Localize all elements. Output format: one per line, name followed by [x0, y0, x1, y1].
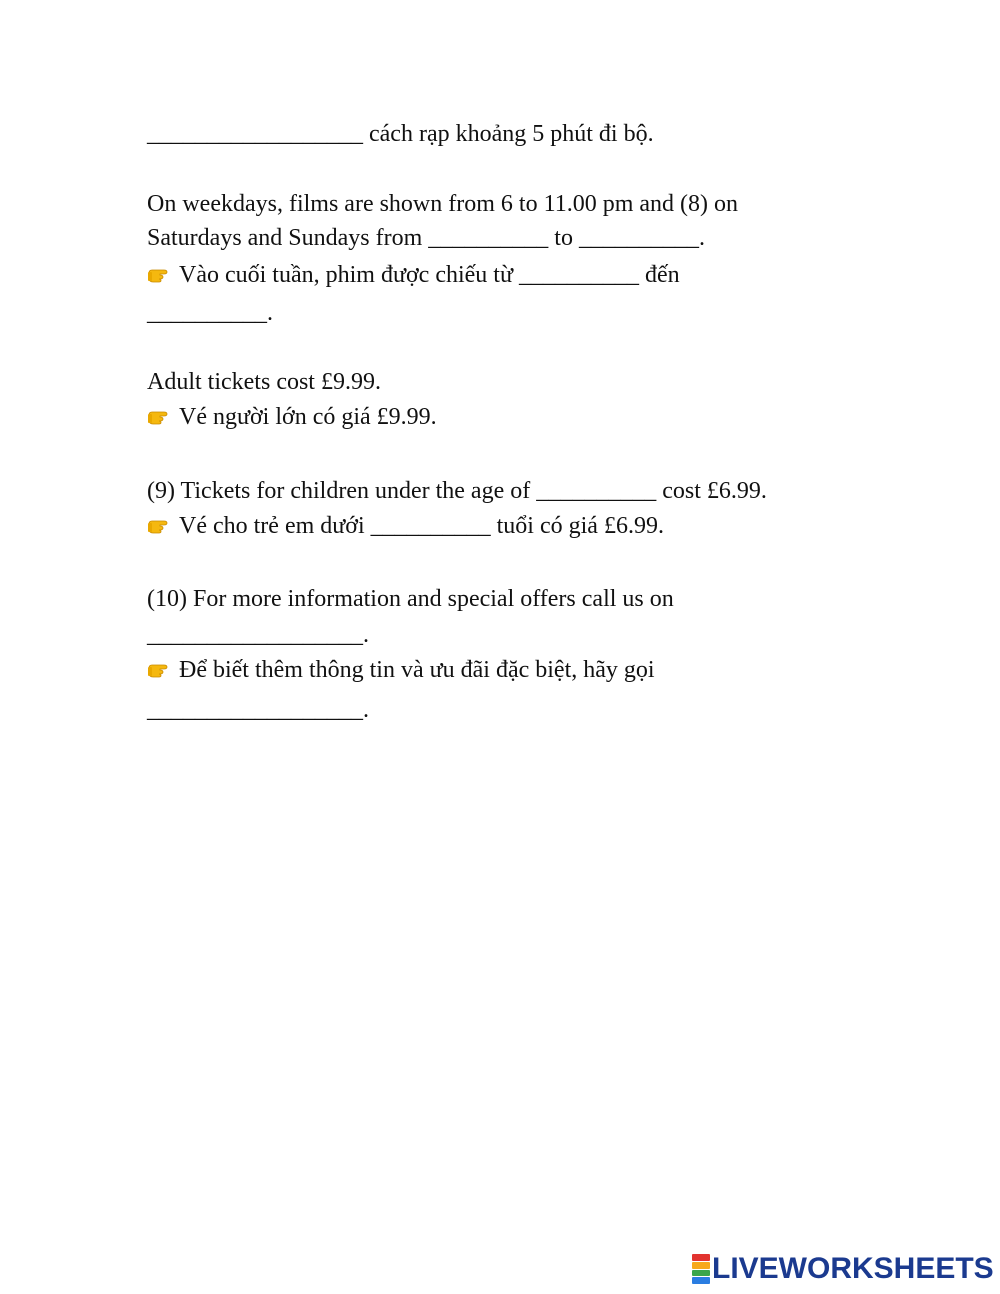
line-text: Adult tickets cost £9.99.	[147, 369, 381, 395]
line-text: (9) Tickets for children under the age of __________ cost £6.99.	[147, 478, 767, 504]
line-info-vi	[147, 655, 655, 685]
line-text: Vé cho trẻ em dưới __________ tuổi có giá £6.99.	[179, 513, 664, 539]
line-text: Để biết thêm thông tin và ưu đãi đặc biệt, hãy gọi	[179, 657, 655, 683]
pointing-hand-icon	[147, 264, 173, 284]
line-text: Vào cuối tuần, phim được chiếu từ __________ đến	[179, 262, 680, 288]
line-weekend-vi-cont	[147, 298, 273, 328]
line-children-vi	[147, 511, 664, 541]
pointing-hand-icon	[147, 406, 173, 426]
line-weekend-vi	[147, 260, 680, 290]
logo-badge-icon	[692, 1254, 710, 1284]
line-weekdays-en	[147, 189, 738, 219]
liveworksheets-logo	[692, 1252, 994, 1286]
line-text: __________.	[147, 300, 273, 326]
line-adult-vi	[147, 402, 437, 432]
line-weekend-en	[147, 223, 705, 253]
line-text: (10) For more information and special offers call us on	[147, 586, 674, 612]
line-info-en	[147, 584, 674, 614]
line-text: __________________.	[147, 622, 369, 648]
line-walk-distance-vi	[147, 119, 654, 149]
line-text: Saturdays and Sundays from __________ to __________.	[147, 225, 705, 251]
line-text: __________________ cách rạp khoảng 5 phút đi bộ.	[147, 121, 654, 147]
line-info-en-cont	[147, 620, 369, 650]
pointing-hand-icon	[147, 659, 173, 679]
logo-text: LIVEWORKSHEETS	[712, 1252, 994, 1285]
pointing-hand-icon	[147, 515, 173, 535]
line-text: __________________.	[147, 697, 369, 723]
line-text: Vé người lớn có giá £9.99.	[179, 404, 437, 430]
line-adult-en	[147, 367, 381, 397]
line-children-en	[147, 476, 767, 506]
line-info-vi-cont	[147, 695, 369, 725]
line-text: On weekdays, films are shown from 6 to 11.00 pm and (8) on	[147, 191, 738, 217]
